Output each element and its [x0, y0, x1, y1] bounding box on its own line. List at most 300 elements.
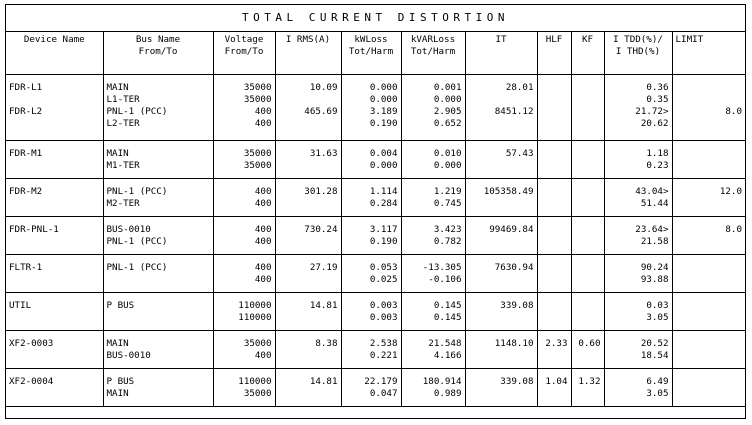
device-name: XF2-0004	[9, 376, 54, 387]
device-name: FDR-PNL-1	[9, 224, 59, 235]
kwloss-value-cell	[341, 331, 401, 369]
it-value: 339.08	[500, 376, 534, 387]
it-value-cell	[465, 217, 537, 255]
kf-value-cell	[571, 331, 604, 369]
kwloss-value: 3.189	[369, 106, 398, 117]
kwloss-value: 0.003	[369, 312, 398, 323]
tdd-thd-value: 1.18	[646, 148, 669, 159]
kf-value-cell	[571, 75, 604, 141]
voltage: 110000	[238, 312, 272, 323]
device-name-cell	[6, 141, 103, 179]
kvarloss-value-cell	[401, 369, 465, 407]
kwloss-value: 0.000	[369, 82, 398, 93]
tdd-thd-value: 23.64>	[635, 224, 669, 235]
it-value	[469, 94, 534, 106]
device-name	[9, 198, 100, 210]
hlf-value: 2.33	[545, 338, 568, 349]
irms-value	[279, 274, 338, 286]
tdd-thd-value-cell	[604, 369, 672, 407]
header-it: IT	[465, 32, 537, 75]
irms-value: 27.19	[309, 262, 338, 273]
table-row	[6, 75, 745, 141]
voltage-cell	[213, 293, 275, 331]
tdd-thd-value-cell	[604, 255, 672, 293]
bus-name-cell	[103, 217, 213, 255]
kf-value	[575, 312, 601, 324]
tdd-thd-value: 93.88	[640, 274, 669, 285]
it-value: 1148.10	[494, 338, 534, 349]
header-limit: LIMIT	[672, 32, 745, 75]
table-row	[6, 331, 745, 369]
it-value	[469, 160, 534, 172]
kwloss-value: 0.190	[369, 118, 398, 129]
irms-value	[279, 94, 338, 106]
it-value-cell	[465, 141, 537, 179]
limit-value-cell	[672, 369, 745, 407]
tdd-thd-value-cell	[604, 217, 672, 255]
hlf-value	[541, 224, 568, 236]
voltage: 35000	[243, 82, 272, 93]
voltage-cell	[213, 331, 275, 369]
device-name: FDR-L1	[9, 82, 43, 93]
kvarloss-value-cell	[401, 75, 465, 141]
kvarloss-value: 0.145	[433, 300, 462, 311]
tdd-thd-value: 0.03	[646, 300, 669, 311]
voltage: 35000	[243, 338, 272, 349]
irms-value: 14.81	[309, 300, 338, 311]
tdd-thd-value: 51.44	[640, 198, 669, 209]
device-name	[9, 388, 100, 400]
table-row	[6, 255, 745, 293]
voltage: 400	[254, 236, 272, 247]
bus-name: M2-TER	[106, 198, 140, 209]
irms-value-cell	[275, 217, 341, 255]
irms-value: 730.24	[304, 224, 338, 235]
limit-value	[676, 350, 743, 362]
it-value-cell	[465, 369, 537, 407]
kvarloss-value: 0.989	[433, 388, 462, 399]
header-row	[6, 32, 745, 75]
it-value: 8451.12	[494, 106, 534, 117]
bus-name-cell	[103, 179, 213, 217]
bus-name: MAIN	[106, 388, 129, 399]
report-title: TOTAL CURRENT DISTORTION	[6, 5, 745, 32]
kf-value	[575, 224, 601, 236]
kwloss-value: 0.221	[369, 350, 398, 361]
kvarloss-value-cell	[401, 179, 465, 217]
it-value: 7630.94	[494, 262, 534, 273]
limit-value	[676, 160, 743, 172]
limit-value	[676, 300, 743, 312]
limit-value-cell	[672, 255, 745, 293]
hlf-value	[541, 198, 568, 210]
kwloss-value: 22.179	[364, 376, 398, 387]
kvarloss-value: 0.745	[433, 198, 462, 209]
voltage: 35000	[243, 388, 272, 399]
device-name-cell	[6, 293, 103, 331]
kwloss-value: 0.284	[369, 198, 398, 209]
bus-name: L1-TER	[106, 94, 140, 105]
kf-value	[575, 262, 601, 274]
irms-value: 10.09	[309, 82, 338, 93]
table-row	[6, 141, 745, 179]
irms-value-cell	[275, 369, 341, 407]
header-kvarloss: kVARLoss Tot/Harm	[401, 32, 465, 75]
device-name	[9, 236, 100, 248]
table-body	[6, 75, 745, 407]
voltage: 400	[254, 106, 272, 117]
voltage-cell	[213, 179, 275, 217]
voltage: 400	[254, 262, 272, 273]
header-device: Device Name	[6, 32, 103, 75]
limit-value-cell	[672, 217, 745, 255]
bus-name: MAIN	[106, 148, 129, 159]
voltage: 400	[254, 186, 272, 197]
bus-name-cell	[103, 331, 213, 369]
device-name	[9, 350, 100, 362]
table-row	[6, 179, 745, 217]
kf-value: 1.32	[578, 376, 601, 387]
kvarloss-value: 1.219	[433, 186, 462, 197]
kf-value	[575, 198, 601, 210]
it-value	[469, 198, 534, 210]
voltage-cell	[213, 369, 275, 407]
device-name	[9, 160, 100, 172]
kf-value-cell	[571, 141, 604, 179]
irms-value	[279, 350, 338, 362]
limit-value	[676, 94, 743, 106]
kwloss-value-cell	[341, 141, 401, 179]
kwloss-value: 3.117	[369, 224, 398, 235]
distortion-table	[6, 32, 745, 407]
voltage: 110000	[238, 376, 272, 387]
it-value-cell	[465, 75, 537, 141]
bus-name: MAIN	[106, 338, 129, 349]
kf-value	[575, 118, 601, 130]
bus-name: L2-TER	[106, 118, 140, 129]
limit-value-cell	[672, 141, 745, 179]
limit-value	[676, 148, 743, 160]
tdd-thd-value-cell	[604, 141, 672, 179]
bus-name: P BUS	[106, 300, 135, 311]
device-name	[9, 118, 100, 130]
irms-value	[279, 312, 338, 324]
tdd-thd-value: 3.05	[646, 388, 669, 399]
it-value	[469, 236, 534, 248]
tdd-thd-value: 90.24	[640, 262, 669, 273]
kf-value-cell	[571, 293, 604, 331]
it-value	[469, 350, 534, 362]
voltage: 35000	[243, 160, 272, 171]
header-hlf: HLF	[537, 32, 571, 75]
kwloss-value: 0.053	[369, 262, 398, 273]
tdd-thd-value: 43.04>	[635, 186, 669, 197]
header-voltage: Voltage From/To	[213, 32, 275, 75]
tdd-thd-value: 0.36	[646, 82, 669, 93]
limit-value	[676, 236, 743, 248]
kwloss-value: 1.114	[369, 186, 398, 197]
header-bus: Bus Name From/To	[103, 32, 213, 75]
it-value: 57.43	[505, 148, 534, 159]
voltage: 110000	[238, 300, 272, 311]
it-value: 339.08	[500, 300, 534, 311]
hlf-value-cell	[537, 331, 571, 369]
limit-value-cell	[672, 293, 745, 331]
hlf-value	[541, 274, 568, 286]
kvarloss-value-cell	[401, 141, 465, 179]
bus-name-cell	[103, 255, 213, 293]
device-name	[9, 274, 100, 286]
limit-value-cell	[672, 331, 745, 369]
device-name-cell	[6, 331, 103, 369]
hlf-value	[541, 186, 568, 198]
hlf-value	[541, 312, 568, 324]
kf-value: 0.60	[578, 338, 601, 349]
header-kf: KF	[571, 32, 604, 75]
kwloss-value: 2.538	[369, 338, 398, 349]
device-name: XF2-0003	[9, 338, 54, 349]
hlf-value-cell	[537, 293, 571, 331]
voltage-cell	[213, 217, 275, 255]
voltage: 400	[254, 224, 272, 235]
tdd-thd-value: 20.62	[640, 118, 669, 129]
kwloss-value-cell	[341, 217, 401, 255]
limit-value	[676, 82, 743, 94]
tdd-thd-value-cell	[604, 293, 672, 331]
tdd-thd-value-cell	[604, 179, 672, 217]
report-sheet	[5, 4, 746, 419]
kvarloss-value: 180.914	[422, 376, 462, 387]
kwloss-value: 0.000	[369, 94, 398, 105]
kvarloss-value: 0.010	[433, 148, 462, 159]
limit-value	[676, 388, 743, 400]
kvarloss-value-cell	[401, 217, 465, 255]
bus-name: M1-TER	[106, 160, 140, 171]
voltage: 400	[254, 118, 272, 129]
hlf-value-cell	[537, 179, 571, 217]
bus-name-cell	[103, 141, 213, 179]
tdd-thd-value: 0.23	[646, 160, 669, 171]
limit-value	[676, 338, 743, 350]
bus-name: MAIN	[106, 82, 129, 93]
hlf-value: 1.04	[545, 376, 568, 387]
tdd-thd-value-cell	[604, 75, 672, 141]
kf-value	[575, 388, 601, 400]
irms-value-cell	[275, 331, 341, 369]
limit-value	[676, 118, 743, 130]
limit-value	[676, 376, 743, 388]
bus-name-cell	[103, 369, 213, 407]
hlf-value	[541, 160, 568, 172]
device-name: FDR-L2	[9, 106, 43, 117]
irms-value: 31.63	[309, 148, 338, 159]
voltage: 400	[254, 198, 272, 209]
kvarloss-value-cell	[401, 331, 465, 369]
limit-value	[676, 312, 743, 324]
irms-value	[279, 198, 338, 210]
irms-value: 301.28	[304, 186, 338, 197]
device-name	[9, 312, 100, 324]
kvarloss-value: 0.000	[433, 94, 462, 105]
it-value	[469, 118, 534, 130]
kwloss-value: 0.004	[369, 148, 398, 159]
bus-name: PNL-1 (PCC)	[106, 236, 168, 247]
tdd-thd-value: 6.49	[646, 376, 669, 387]
voltage-cell	[213, 255, 275, 293]
hlf-value-cell	[537, 369, 571, 407]
irms-value	[279, 236, 338, 248]
kf-value	[575, 300, 601, 312]
irms-value-cell	[275, 141, 341, 179]
irms-value	[279, 118, 338, 130]
table-row	[6, 369, 745, 407]
tdd-thd-value: 21.58	[640, 236, 669, 247]
kvarloss-value: 0.000	[433, 160, 462, 171]
it-value-cell	[465, 293, 537, 331]
kf-value	[575, 160, 601, 172]
kf-value	[575, 274, 601, 286]
hlf-value	[541, 118, 568, 130]
it-value-cell	[465, 255, 537, 293]
device-name-cell	[6, 75, 103, 141]
voltage-cell	[213, 75, 275, 141]
hlf-value	[541, 262, 568, 274]
tdd-thd-value: 20.52	[640, 338, 669, 349]
header-kwloss: kWLoss Tot/Harm	[341, 32, 401, 75]
irms-value-cell	[275, 255, 341, 293]
kwloss-value: 0.000	[369, 160, 398, 171]
bus-name: PNL-1 (PCC)	[106, 106, 168, 117]
bus-name: PNL-1 (PCC)	[106, 186, 168, 197]
it-value	[469, 388, 534, 400]
device-name-cell	[6, 255, 103, 293]
tdd-thd-value: 3.05	[646, 312, 669, 323]
device-name: UTIL	[9, 300, 32, 311]
hlf-value	[541, 94, 568, 106]
kwloss-value: 0.025	[369, 274, 398, 285]
voltage-cell	[213, 141, 275, 179]
bus-name-cell	[103, 293, 213, 331]
kf-value	[575, 148, 601, 160]
limit-value: 8.0	[725, 106, 742, 117]
kf-value	[575, 236, 601, 248]
it-value-cell	[465, 179, 537, 217]
device-name	[9, 94, 100, 106]
limit-value	[676, 274, 743, 286]
hlf-value-cell	[537, 255, 571, 293]
irms-value-cell	[275, 179, 341, 217]
kvarloss-value: 0.145	[433, 312, 462, 323]
voltage: 400	[254, 350, 272, 361]
irms-value: 465.69	[304, 106, 338, 117]
limit-value-cell	[672, 179, 745, 217]
table-row	[6, 293, 745, 331]
irms-value	[279, 160, 338, 172]
hlf-value	[541, 300, 568, 312]
hlf-value-cell	[537, 141, 571, 179]
kf-value-cell	[571, 369, 604, 407]
tdd-thd-value: 18.54	[640, 350, 669, 361]
limit-value: 12.0	[719, 186, 742, 197]
kvarloss-value: 2.905	[433, 106, 462, 117]
irms-value-cell	[275, 75, 341, 141]
bus-name	[107, 274, 210, 286]
hlf-value	[541, 350, 568, 362]
kvarloss-value-cell	[401, 255, 465, 293]
kwloss-value: 0.047	[369, 388, 398, 399]
bus-name: PNL-1 (PCC)	[106, 262, 168, 273]
kf-value-cell	[571, 255, 604, 293]
irms-value	[279, 388, 338, 400]
voltage: 35000	[243, 94, 272, 105]
hlf-value	[541, 388, 568, 400]
bus-name: P BUS	[106, 376, 135, 387]
it-value: 105358.49	[483, 186, 534, 197]
irms-value-cell	[275, 293, 341, 331]
it-value-cell	[465, 331, 537, 369]
bus-name: BUS-0010	[106, 224, 151, 235]
kvarloss-value: 3.423	[433, 224, 462, 235]
voltage: 400	[254, 274, 272, 285]
bus-name-cell	[103, 75, 213, 141]
hlf-value	[541, 236, 568, 248]
kvarloss-value: -13.305	[422, 262, 462, 273]
device-name-cell	[6, 217, 103, 255]
irms-value: 14.81	[309, 376, 338, 387]
bus-name: BUS-0010	[106, 350, 151, 361]
limit-value	[676, 198, 743, 210]
kvarloss-value: 4.166	[433, 350, 462, 361]
kf-value	[575, 186, 601, 198]
kf-value-cell	[571, 179, 604, 217]
device-name-cell	[6, 179, 103, 217]
device-name: FDR-M1	[9, 148, 43, 159]
limit-value-cell	[672, 75, 745, 141]
kwloss-value: 0.190	[369, 236, 398, 247]
tdd-thd-value-cell	[604, 331, 672, 369]
device-name: FLTR-1	[9, 262, 43, 273]
kwloss-value-cell	[341, 369, 401, 407]
kwloss-value-cell	[341, 293, 401, 331]
header-tdd-thd: I TDD(%)/ I THD(%)	[604, 32, 672, 75]
kf-value	[575, 350, 601, 362]
hlf-value	[541, 148, 568, 160]
hlf-value	[541, 82, 568, 94]
bus-name	[107, 312, 210, 324]
kwloss-value-cell	[341, 255, 401, 293]
header-irms: I RMS(A)	[275, 32, 341, 75]
hlf-value	[541, 106, 568, 118]
it-value: 28.01	[505, 82, 534, 93]
kwloss-value-cell	[341, 179, 401, 217]
tdd-thd-value: 21.72>	[635, 106, 669, 117]
kf-value-cell	[571, 217, 604, 255]
hlf-value-cell	[537, 217, 571, 255]
kf-value	[575, 106, 601, 118]
hlf-value-cell	[537, 75, 571, 141]
kvarloss-value: -0.106	[428, 274, 462, 285]
kvarloss-value: 21.548	[428, 338, 462, 349]
it-value	[469, 274, 534, 286]
it-value	[469, 312, 534, 324]
it-value: 99469.84	[489, 224, 534, 235]
tdd-thd-value: 0.35	[646, 94, 669, 105]
kvarloss-value-cell	[401, 293, 465, 331]
device-name-cell	[6, 369, 103, 407]
kwloss-value: 0.003	[369, 300, 398, 311]
kf-value	[575, 82, 601, 94]
kf-value	[575, 94, 601, 106]
